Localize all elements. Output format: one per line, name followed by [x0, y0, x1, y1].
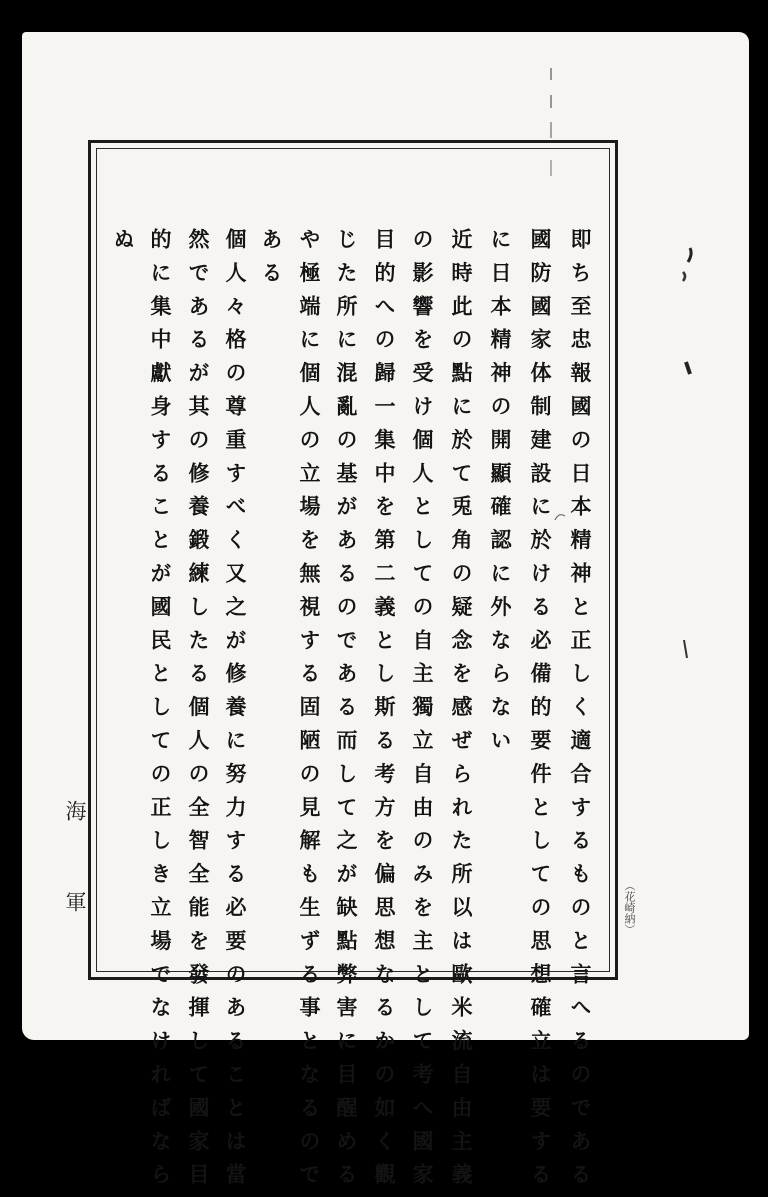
text-column-1: 即ち至忠報國の日本精神と正しく適合するものと言へるのである: [568, 228, 593, 1197]
author-seal: （花崎納）: [623, 880, 636, 935]
text-column-2: 國防國家体制建設に於ける必備的要件としての思想確立は要する: [528, 228, 553, 1197]
text-column-9: ある: [259, 228, 284, 295]
text-column-6: 目的への歸一集中を第二義とし斯る考方を偏思想なるかの如く觀: [372, 228, 397, 1197]
text-column-8: や極端に個人の立場を無視する固陋の見解も生ずる事となるので: [297, 228, 322, 1197]
text-column-10: 個人々格の尊重すべく又之が修養に努力する必要のあることは當: [223, 228, 248, 1197]
text-column-7: じた所に混亂の基があるのである而して之が缺點弊害に目醒める: [334, 228, 359, 1197]
text-column-3: に日本精神の開顯確認に外ならない: [488, 228, 513, 763]
text-column-13: ぬ: [111, 228, 136, 262]
text-column-4: 近時此の點に於て兎角の疑念を感ぜられた所以は歐米流自由主義: [449, 228, 474, 1197]
text-column-5: の影響を受け個人としての自主獨立自由のみを主として考へ國家: [410, 228, 435, 1197]
text-column-11: 然であるが其の修養鍛練したる個人の全智全能を發揮して國家目: [186, 228, 211, 1197]
margin-title: 海軍: [63, 800, 87, 982]
text-column-12: 的に集中獻身することが國民としての正しき立場でなければなら: [148, 228, 173, 1197]
